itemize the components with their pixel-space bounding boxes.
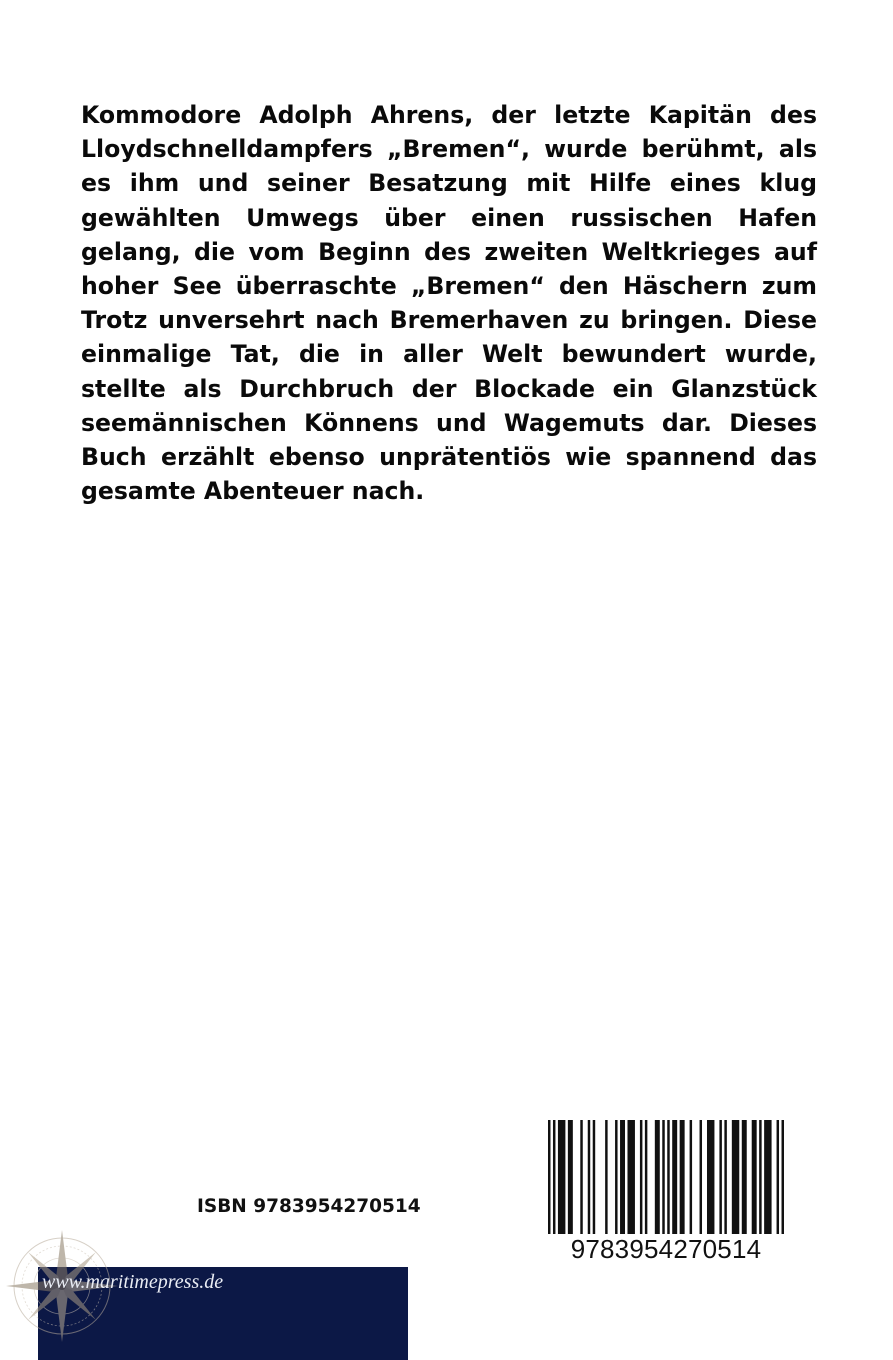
barcode-bar xyxy=(627,1120,634,1234)
barcode-bar xyxy=(690,1120,692,1234)
compass-rose-icon xyxy=(0,1228,120,1360)
barcode-bar xyxy=(742,1120,747,1234)
barcode-bar xyxy=(558,1120,565,1234)
barcode-bar xyxy=(764,1120,771,1234)
barcode-bar xyxy=(777,1120,779,1234)
barcode-digits: 9783954270514 xyxy=(570,1234,762,1264)
barcode-bar xyxy=(732,1120,739,1234)
barcode-bar xyxy=(580,1120,582,1234)
blurb-text: Kommodore Adolph Ahrens, der letzte Kapitän des Lloydschnelldampfers „Bremen“, wurde berühmt, als es ihm und seiner Besatzung mit Hilfe eines klug gewählten Umwegs über einen russischen Hafen gelang, die vom Beginn des zweiten Weltkrieges auf hoher See überraschte „Bremen“ den Häschern zum Trotz unversehrt nach Bremerhaven zu bringen. Diese einmalige Tat, die in aller Welt bewundert wurde, stellte als Durchbruch der Blockade ein Glanzstück seemännischen Könnens und Wagemuts dar. Dieses Buch erzählt ebenso unprätentiös wie spannend das gesamte Abenteuer nach. xyxy=(81,101,817,506)
barcode-bar xyxy=(605,1120,607,1234)
barcode-bar xyxy=(752,1120,757,1234)
barcode-bar xyxy=(640,1120,642,1234)
barcode-bar xyxy=(724,1120,726,1234)
barcode-bar xyxy=(700,1120,702,1234)
barcode-icon xyxy=(548,1120,784,1234)
barcode-bar xyxy=(759,1120,761,1234)
barcode-bar xyxy=(662,1120,664,1234)
barcode-bar xyxy=(667,1120,669,1234)
barcode-bar xyxy=(719,1120,721,1234)
barcode-bar xyxy=(707,1120,714,1234)
barcode-bar xyxy=(615,1120,617,1234)
barcode xyxy=(548,1120,784,1265)
barcode-bar xyxy=(672,1120,677,1234)
barcode-bar xyxy=(782,1120,784,1234)
barcode-bar xyxy=(588,1120,590,1234)
barcode-bar xyxy=(620,1120,625,1234)
barcode-bar xyxy=(593,1120,595,1234)
barcode-bar xyxy=(645,1120,647,1234)
barcode-bar xyxy=(553,1120,555,1234)
publisher-url[interactable]: www.maritimepress.de xyxy=(42,1271,224,1293)
barcode-bar xyxy=(680,1120,685,1234)
barcode-bar xyxy=(655,1120,660,1234)
barcode-bar xyxy=(568,1120,573,1234)
isbn-label: ISBN 9783954270514 xyxy=(197,1196,421,1217)
barcode-bar xyxy=(548,1120,550,1234)
